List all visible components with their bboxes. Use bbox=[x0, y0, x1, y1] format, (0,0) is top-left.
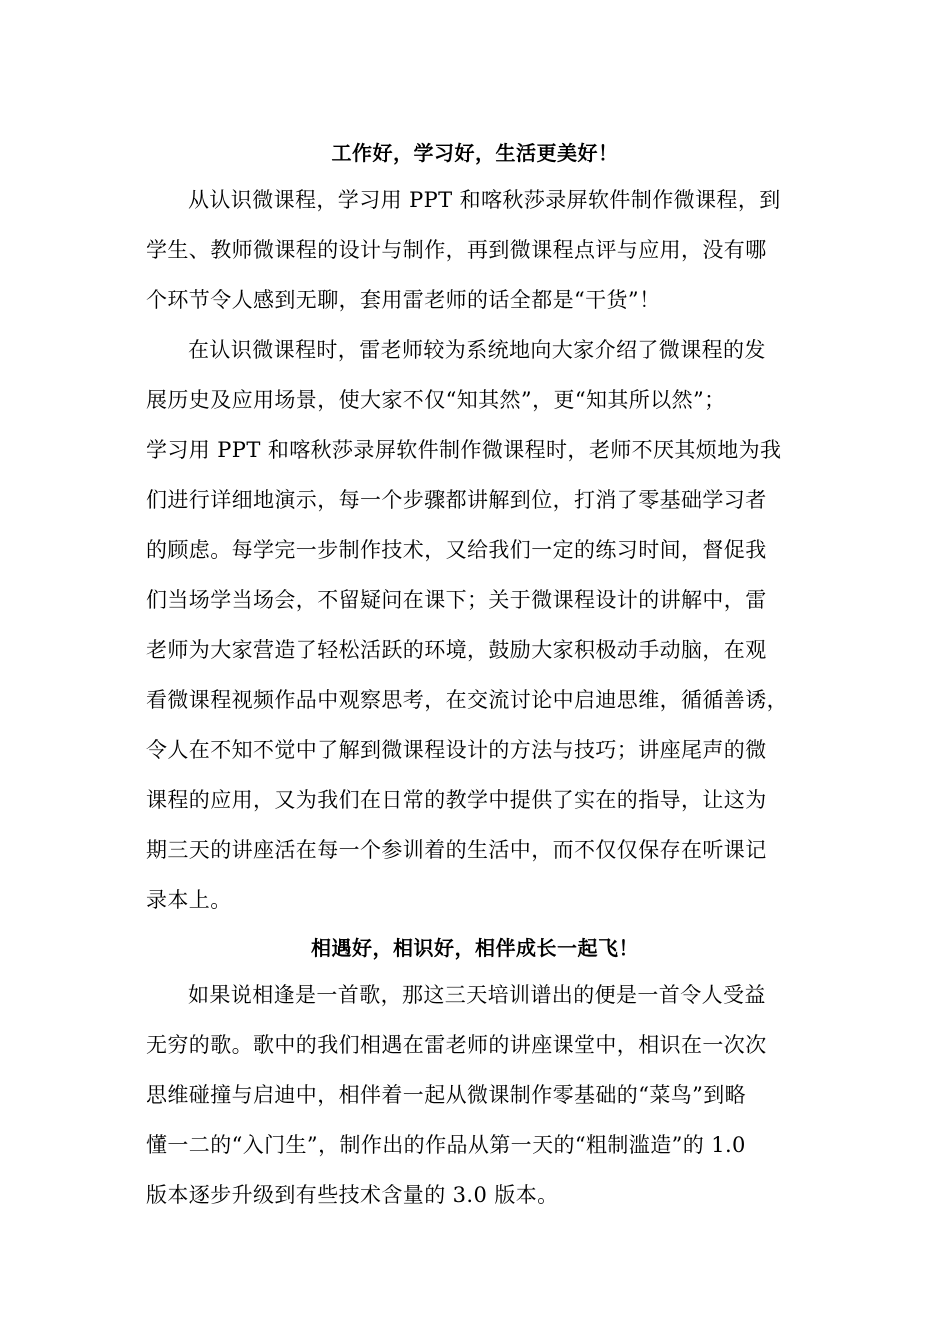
paragraph-line: 思维碰撞与启迪中，相伴着一起从微课制作零基础的“菜鸟”到略 bbox=[146, 1083, 747, 1107]
paragraph-line: 的顾虑。每学完一步制作技术，又给我们一定的练习时间，督促我 bbox=[146, 538, 767, 562]
paragraph-line: 学生、教师微课程的设计与制作，再到微课程点评与应用，没有哪 bbox=[146, 238, 767, 262]
paragraph-line: 课程的应用，又为我们在日常的教学中提供了实在的指导，让这为 bbox=[146, 788, 767, 812]
paragraph-line: 懂一二的“入门生”，制作出的作品从第一天的“粗制滥造”的 1.0 bbox=[146, 1133, 746, 1157]
paragraph-line: 展历史及应用场景，使大家不仅“知其然”，更“知其所以然”； bbox=[146, 388, 726, 412]
paragraph-line: 无穷的歌。歌中的我们相遇在雷老师的讲座课堂中，相识在一次次 bbox=[146, 1033, 767, 1057]
paragraph-line: 老师为大家营造了轻松活跃的环境，鼓励大家积极动手动脑，在观 bbox=[146, 638, 767, 662]
paragraph-line: 看微课程视频作品中观察思考，在交流讨论中启迪思维，循循善诱， bbox=[146, 688, 788, 712]
paragraph-line: 从认识微课程，学习用 PPT 和喀秋莎录屏软件制作微课程，到 bbox=[188, 188, 781, 212]
paragraph-line: 如果说相逢是一首歌，那这三天培训谱出的便是一首令人受益 bbox=[188, 983, 766, 1007]
paragraph-line: 令人在不知不觉中了解到微课程设计的方法与技巧；讲座尾声的微 bbox=[146, 738, 767, 762]
paragraph-line: 录本上。 bbox=[146, 888, 232, 912]
paragraph-line: 期三天的讲座活在每一个参训着的生活中，而不仅仅保存在听课记 bbox=[146, 838, 767, 862]
paragraph-line: 在认识微课程时，雷老师较为系统地向大家介绍了微课程的发 bbox=[188, 338, 766, 362]
paragraph-line: 学习用 PPT 和喀秋莎录屏软件制作微课程时，老师不厌其烦地为我 bbox=[146, 438, 782, 462]
section-heading-work-study-life: 工作好，学习好，生活更美好！ bbox=[331, 141, 619, 165]
section-heading-meet-know-grow: 相遇好，相识好，相伴成长一起飞！ bbox=[311, 936, 639, 960]
paragraph-line: 们进行详细地演示，每一个步骤都讲解到位，打消了零基础学习者 bbox=[146, 488, 767, 512]
paragraph-line: 个环节令人感到无聊，套用雷老师的话全都是“干货”！ bbox=[146, 288, 661, 312]
paragraph-line: 版本逐步升级到有些技术含量的 3.0 版本。 bbox=[146, 1183, 559, 1207]
paragraph-line: 们当场学当场会，不留疑问在课下；关于微课程设计的讲解中，雷 bbox=[146, 588, 767, 612]
